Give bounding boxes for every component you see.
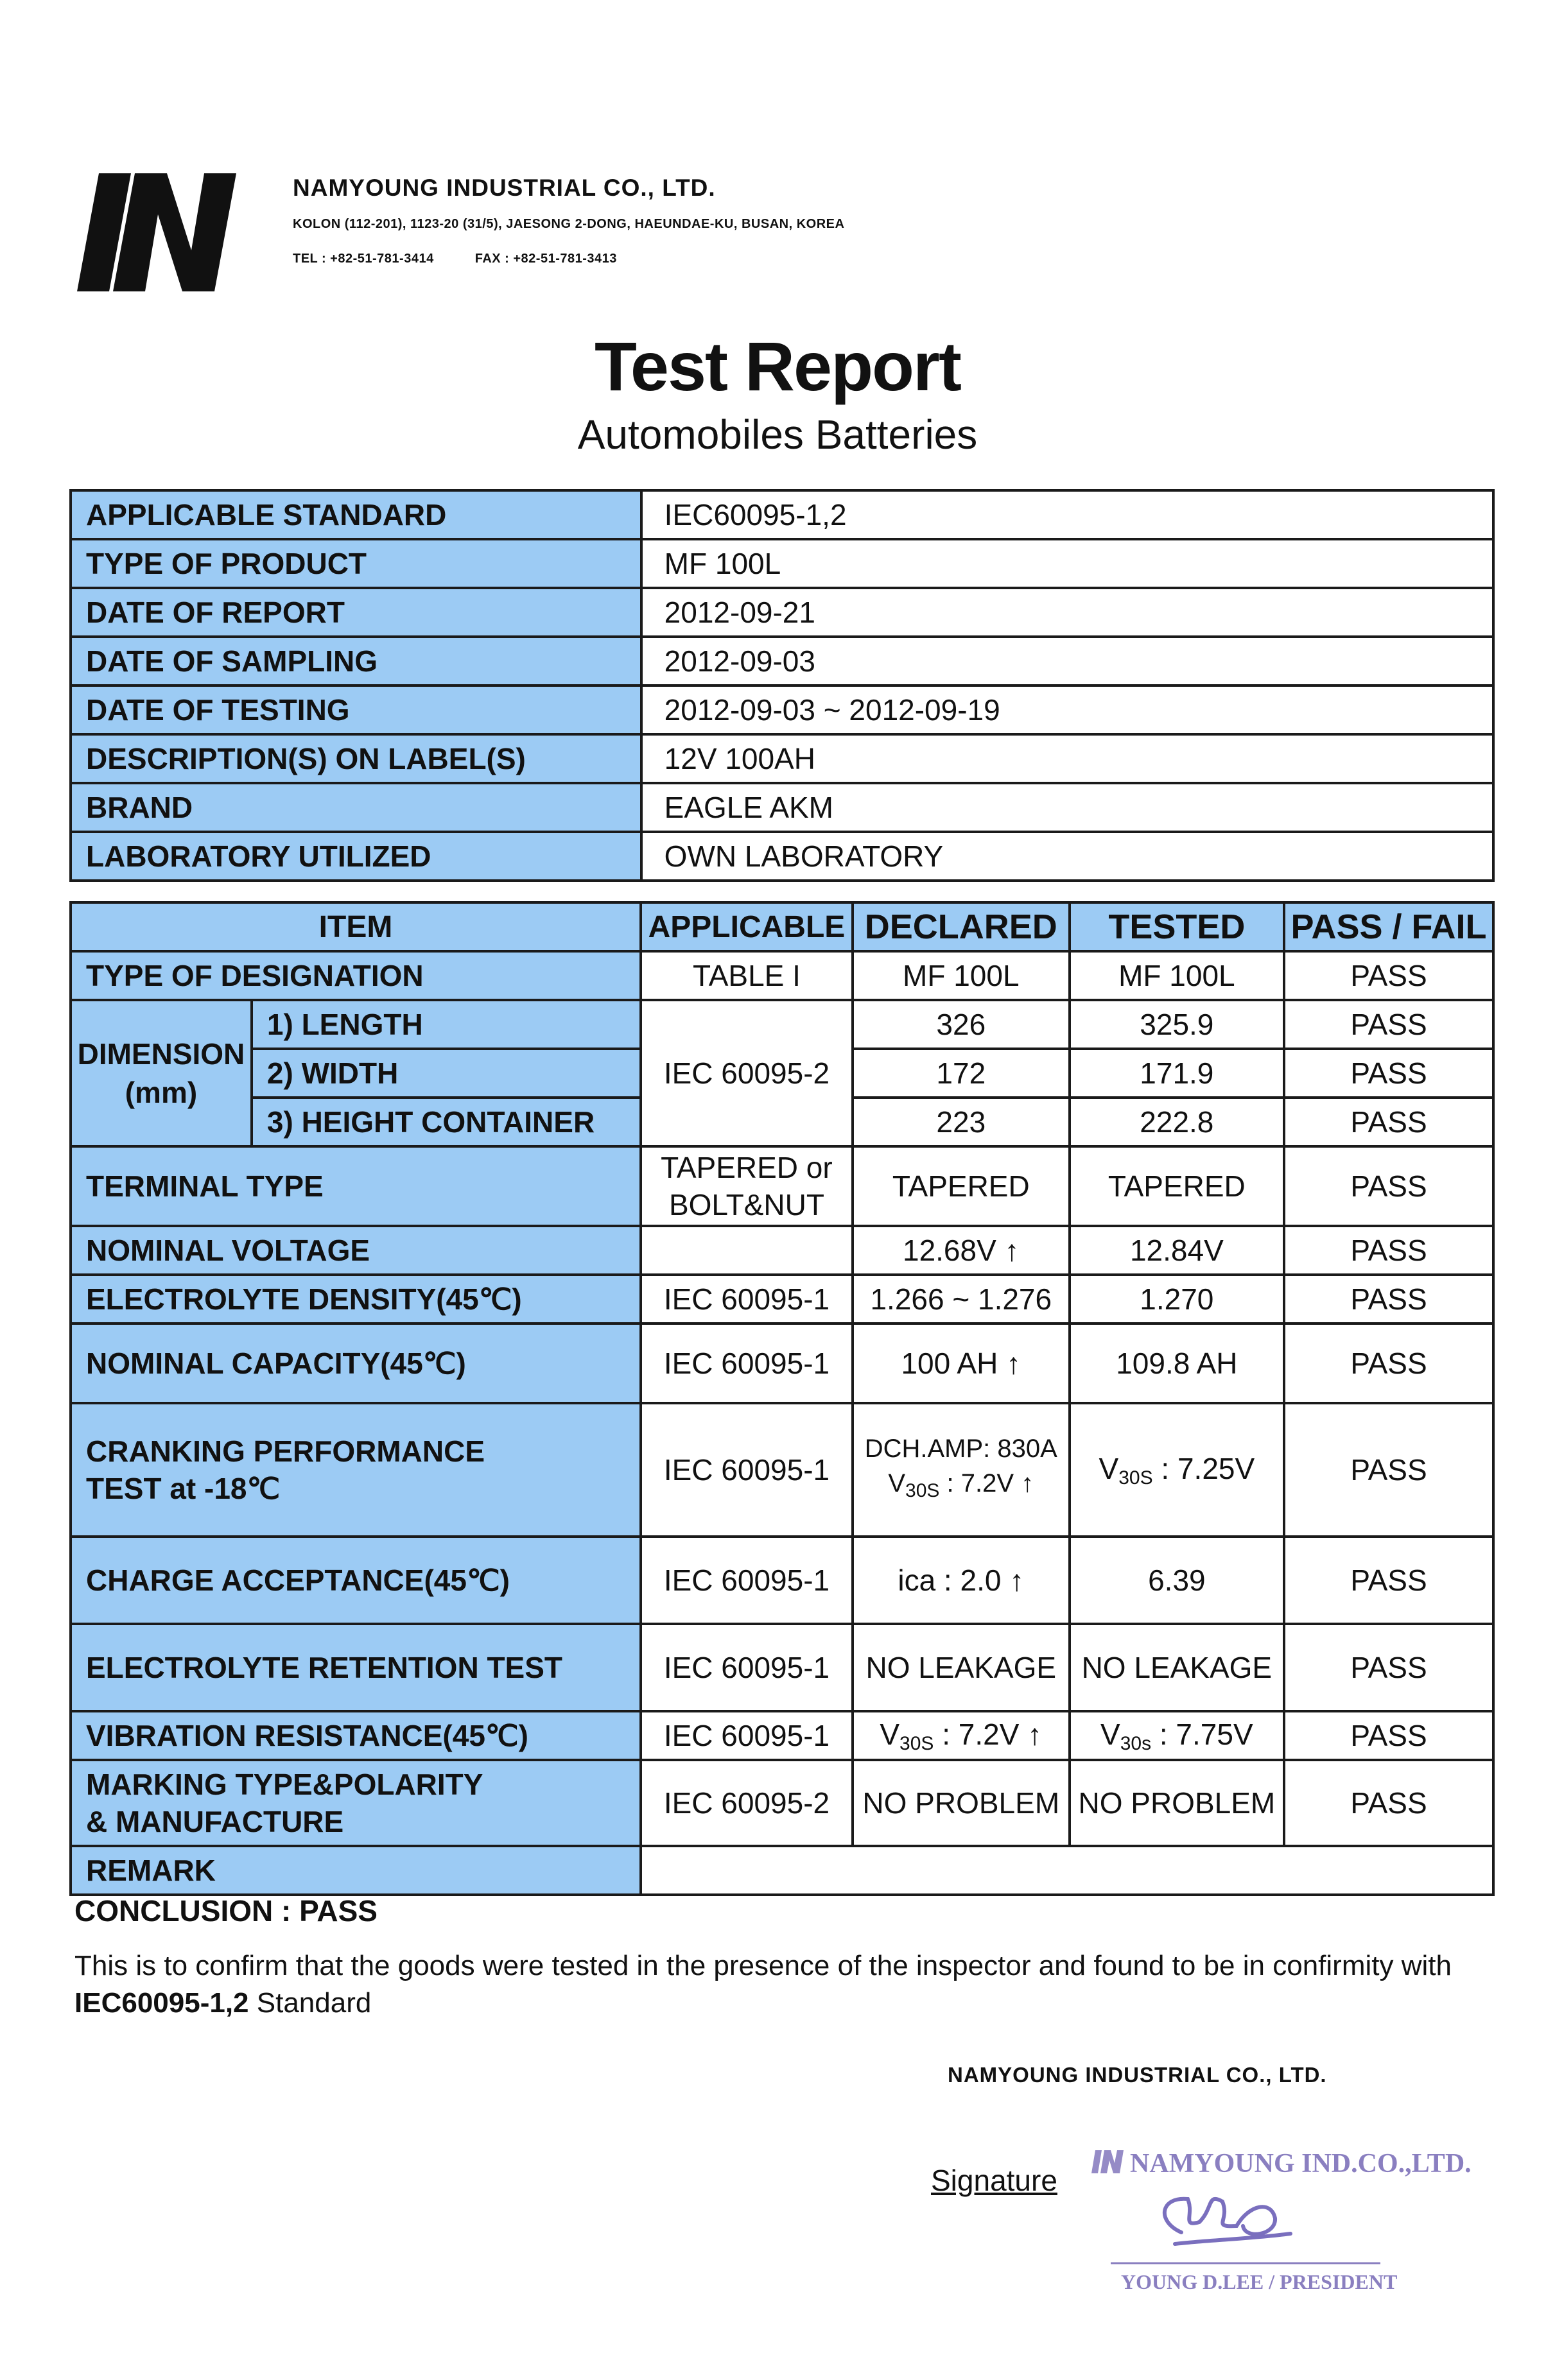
info-value: 2012-09-03 ~ 2012-09-19 <box>641 686 1493 734</box>
declared-line: DCH.AMP: 830A <box>864 1435 1057 1463</box>
result-cell: PASS <box>1284 1275 1493 1324</box>
applicable-line: BOLT&NUT <box>668 1188 824 1221</box>
company-fax: FAX : +82-51-781-3413 <box>474 252 617 266</box>
tested-cell: 171.9 <box>1070 1049 1284 1098</box>
applicable-cell: IEC 60095-1 <box>641 1711 853 1760</box>
info-row <box>71 832 1493 881</box>
result-cell: PASS <box>1284 1049 1493 1098</box>
info-row <box>71 490 1493 539</box>
stamp-company-text: NAMYOUNG IND.CO.,LTD. <box>1130 2149 1472 2178</box>
test-results-table <box>69 901 1495 1896</box>
result-cell: PASS <box>1284 1537 1493 1624</box>
voltage-symbol: V <box>1100 1717 1120 1751</box>
document-title: Test Report <box>594 327 961 405</box>
result-cell: PASS <box>1284 1000 1493 1049</box>
result-cell: PASS <box>1284 1146 1493 1226</box>
info-value: 2012-09-03 <box>641 637 1493 686</box>
tested-cell: NO LEAKAGE <box>1070 1624 1284 1711</box>
tested-cell: NO PROBLEM <box>1070 1760 1284 1846</box>
voltage-symbol: V <box>880 1717 900 1751</box>
tested-cell: 325.9 <box>1070 1000 1284 1049</box>
result-cell: PASS <box>1284 1098 1493 1146</box>
table-row <box>71 1624 1493 1711</box>
declared-cell: 172 <box>853 1049 1070 1098</box>
footer-company-name: NAMYOUNG INDUSTRIAL CO., LTD. <box>948 2063 1327 2087</box>
declared-cell: 223 <box>853 1098 1070 1146</box>
declared-cell: 1.266 ~ 1.276 <box>853 1275 1070 1324</box>
dimension-label: DIMENSION <box>77 1037 245 1071</box>
company-contact <box>293 252 658 266</box>
applicable-cell: IEC 60095-2 <box>641 1000 853 1146</box>
item-label: 1) LENGTH <box>252 1000 641 1049</box>
table-row <box>71 1711 1493 1760</box>
applicable-cell: IEC 60095-1 <box>641 1624 853 1711</box>
info-value: IEC60095-1,2 <box>641 490 1493 539</box>
applicable-cell: IEC 60095-2 <box>641 1760 853 1846</box>
applicable-cell <box>641 1226 853 1275</box>
info-value: 12V 100AH <box>641 734 1493 783</box>
tested-cell: 12.84V <box>1070 1226 1284 1275</box>
result-cell: PASS <box>1284 1324 1493 1403</box>
item-label: ELECTROLYTE DENSITY(45℃) <box>71 1275 641 1324</box>
result-cell: PASS <box>1284 1711 1493 1760</box>
stamp-signature-mark <box>1165 2199 1290 2244</box>
tested-value: : 7.75V <box>1151 1717 1253 1751</box>
item-label: TERMINAL TYPE <box>71 1146 641 1226</box>
info-label: DATE OF TESTING <box>71 686 641 734</box>
applicable-line: TAPERED or <box>661 1151 833 1184</box>
tested-value: : 7.25V <box>1152 1451 1255 1485</box>
tested-cell: 1.270 <box>1070 1275 1284 1324</box>
item-label-line: & MANUFACTURE <box>86 1805 344 1838</box>
result-cell: PASS <box>1284 1624 1493 1711</box>
result-cell: PASS <box>1284 951 1493 1000</box>
declared-cell: NO LEAKAGE <box>853 1624 1070 1711</box>
header-result: PASS / FAIL <box>1284 902 1493 951</box>
table-row <box>71 1146 1493 1226</box>
table-row <box>71 1537 1493 1624</box>
declared-cell: NO PROBLEM <box>853 1760 1070 1846</box>
result-cell: PASS <box>1284 1226 1493 1275</box>
voltage-subscript: 30S <box>905 1480 940 1501</box>
item-label: VIBRATION RESISTANCE(45℃) <box>71 1711 641 1760</box>
info-label: DATE OF REPORT <box>71 588 641 637</box>
info-row <box>71 686 1493 734</box>
voltage-subscript: 30S <box>899 1732 934 1754</box>
declared-cell: TAPERED <box>853 1146 1070 1226</box>
info-row <box>71 539 1493 588</box>
applicable-cell <box>641 1146 853 1226</box>
tested-cell: 222.8 <box>1070 1098 1284 1146</box>
info-row <box>71 637 1493 686</box>
declared-cell: ica : 2.0 ↑ <box>853 1537 1070 1624</box>
conclusion: CONCLUSION : PASS <box>74 1894 378 1927</box>
remark-label: REMARK <box>71 1846 641 1895</box>
tested-cell <box>1070 1711 1284 1760</box>
report-info-table <box>69 489 1495 882</box>
info-value: EAGLE AKM <box>641 783 1493 832</box>
info-row <box>71 734 1493 783</box>
statement-text: This is to confirm that the goods were tested in the presence of the inspector and found to be in confirmity with <box>74 1950 1452 1981</box>
item-label: 2) WIDTH <box>252 1049 641 1098</box>
applicable-cell: TABLE I <box>641 951 853 1000</box>
info-label: BRAND <box>71 783 641 832</box>
declared-cell: MF 100L <box>853 951 1070 1000</box>
info-label: APPLICABLE STANDARD <box>71 490 641 539</box>
tested-cell: 6.39 <box>1070 1537 1284 1624</box>
item-label: NOMINAL CAPACITY(45℃) <box>71 1324 641 1403</box>
remark-value <box>641 1846 1493 1895</box>
item-label <box>71 1403 641 1537</box>
applicable-cell: IEC 60095-1 <box>641 1403 853 1537</box>
table-row <box>71 951 1493 1000</box>
declared-value: : 7.2V ↑ <box>939 1469 1034 1497</box>
voltage-symbol: V <box>888 1469 906 1497</box>
applicable-cell: IEC 60095-1 <box>641 1275 853 1324</box>
declared-cell: 100 AH ↑ <box>853 1324 1070 1403</box>
declared-line <box>854 1466 1068 1508</box>
tested-cell: TAPERED <box>1070 1146 1284 1226</box>
item-label: ELECTROLYTE RETENTION TEST <box>71 1624 641 1711</box>
company-tel: TEL : +82-51-781-3414 <box>293 252 434 266</box>
header-applicable: APPLICABLE <box>641 902 853 951</box>
confirmation-statement <box>74 1947 1474 2022</box>
company-name: NAMYOUNG INDUSTRIAL CO., LTD. <box>293 175 716 201</box>
table-row <box>71 1275 1493 1324</box>
info-value: MF 100L <box>641 539 1493 588</box>
item-label: 3) HEIGHT CONTAINER <box>252 1098 641 1146</box>
stamp-president-text: YOUNG D.LEE / PRESIDENT <box>1121 2270 1398 2293</box>
table-row <box>71 1226 1493 1275</box>
result-cell: PASS <box>1284 1403 1493 1537</box>
signature-label: Signature <box>931 2164 1057 2197</box>
declared-cell <box>853 1403 1070 1537</box>
item-label: NOMINAL VOLTAGE <box>71 1226 641 1275</box>
table-row <box>71 1324 1493 1403</box>
statement-suffix: Standard <box>248 1987 372 2019</box>
info-value: OWN LABORATORY <box>641 832 1493 881</box>
declared-cell <box>853 1711 1070 1760</box>
company-stamp <box>1085 2137 1472 2304</box>
info-value: 2012-09-21 <box>641 588 1493 637</box>
info-label: DATE OF SAMPLING <box>71 637 641 686</box>
voltage-subscript: 30S <box>1118 1467 1153 1488</box>
document-subtitle: Automobiles Batteries <box>577 411 978 458</box>
voltage-symbol: V <box>1099 1451 1119 1485</box>
header-item: ITEM <box>71 902 641 951</box>
declared-value: : 7.2V ↑ <box>934 1717 1043 1751</box>
item-label <box>71 1760 641 1846</box>
dimension-unit: (mm) <box>125 1076 198 1109</box>
table-header-row <box>71 902 1493 951</box>
applicable-cell: IEC 60095-1 <box>641 1324 853 1403</box>
header-declared: DECLARED <box>853 902 1070 951</box>
applicable-cell: IEC 60095-1 <box>641 1537 853 1624</box>
result-cell: PASS <box>1284 1760 1493 1846</box>
header-tested: TESTED <box>1070 902 1284 951</box>
statement-standard: IEC60095-1,2 <box>74 1987 249 2019</box>
item-label-line: CRANKING PERFORMANCE <box>86 1435 485 1468</box>
company-address: KOLON (112-201), 1123-20 (31/5), JAESONG 2-DONG, HAEUNDAE-KU, BUSAN, KOREA <box>293 217 845 231</box>
remark-row <box>71 1846 1493 1895</box>
table-row <box>71 1760 1493 1846</box>
table-row <box>71 1000 1493 1049</box>
declared-cell: 326 <box>853 1000 1070 1049</box>
tested-cell: MF 100L <box>1070 951 1284 1000</box>
dimension-group-label <box>71 1000 252 1146</box>
tested-cell: 109.8 AH <box>1070 1324 1284 1403</box>
info-label: TYPE OF PRODUCT <box>71 539 641 588</box>
info-label: DESCRIPTION(S) ON LABEL(S) <box>71 734 641 783</box>
item-label: CHARGE ACCEPTANCE(45℃) <box>71 1537 641 1624</box>
item-label-line: TEST at -18℃ <box>86 1472 281 1505</box>
item-label-line: MARKING TYPE&POLARITY <box>86 1768 483 1801</box>
tested-cell <box>1070 1403 1284 1537</box>
info-row <box>71 783 1493 832</box>
info-row <box>71 588 1493 637</box>
item-label: TYPE OF DESIGNATION <box>71 951 641 1000</box>
info-label: LABORATORY UTILIZED <box>71 832 641 881</box>
declared-cell: 12.68V ↑ <box>853 1226 1070 1275</box>
table-row <box>71 1403 1493 1537</box>
voltage-subscript: 30s <box>1120 1732 1152 1754</box>
company-logo <box>76 168 239 297</box>
